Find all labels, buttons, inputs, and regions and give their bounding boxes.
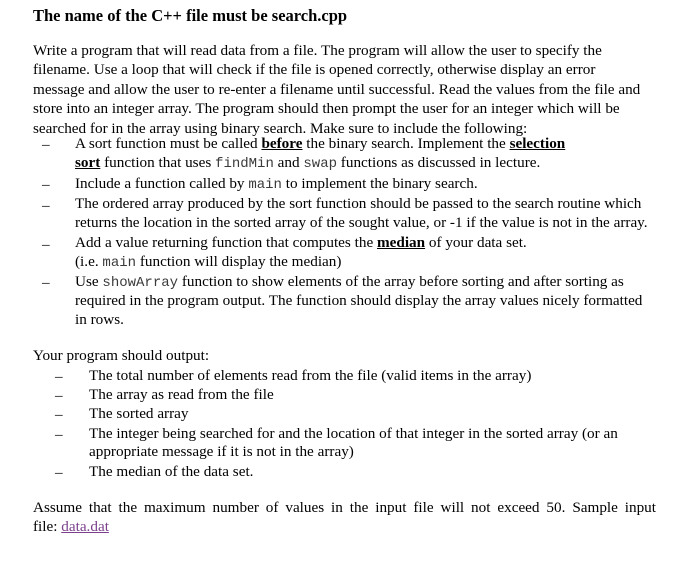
text: function that uses (100, 154, 216, 171)
emphasis-selection: selection (509, 135, 566, 152)
output-item: The sorted array (89, 405, 189, 422)
text: of your data set. (425, 234, 527, 251)
document-heading: The name of the C++ file must be search.cpp (33, 6, 348, 25)
output-item: The total number of elements read from the file (valid items in the array) (89, 367, 532, 384)
list-dash: – (55, 406, 63, 423)
emphasis-before: before (261, 135, 303, 152)
text: Use (75, 273, 103, 290)
code-main: main (248, 177, 282, 193)
output-item: The array as read from the file (89, 386, 274, 403)
requirement-item-median-cont (75, 252, 341, 273)
intro-line: store into an integer array. The program should then prompt the user for an integer which will be (33, 100, 620, 118)
text: in rows. (75, 311, 124, 328)
requirement-item-showarray-cont (75, 291, 642, 310)
requirement-item-binary-search (75, 174, 478, 195)
requirement-item-ordered-array (75, 194, 641, 213)
data-file-link[interactable]: data.dat (61, 518, 109, 536)
text: function to show elements of the array before sorting and after sorting as (178, 273, 624, 290)
intro-line: filename. Use a loop that will check if the file is opened correctly, otherwise display an error (33, 61, 596, 79)
requirement-item-sort-cont (75, 153, 540, 174)
list-dash: – (42, 274, 50, 291)
output-section-title: Your program should output: (33, 347, 210, 364)
text: A sort function must be called (75, 135, 262, 152)
output-item: The median of the data set. (89, 463, 254, 480)
text: file: (33, 518, 62, 536)
text: and (273, 154, 304, 171)
requirement-item-showarray-cont (75, 310, 124, 329)
emphasis-sort: sort (75, 154, 101, 171)
list-dash: – (55, 368, 63, 385)
code-findmin: findMin (215, 156, 274, 172)
text: The ordered array produced by the sort function should be passed to the search routine which (75, 195, 642, 212)
requirement-item-median (75, 233, 527, 252)
output-item: The integer being searched for and the location of that integer in the sorted array (or an (89, 425, 618, 442)
text: function will display the median) (136, 253, 342, 270)
intro-line: message and allow the user to re-enter a filename until successful. Read the values from the file and (33, 80, 641, 98)
code-showarray: showArray (102, 275, 179, 291)
list-dash: – (55, 387, 63, 404)
list-dash: – (42, 197, 50, 214)
list-dash: – (42, 176, 50, 193)
list-dash: – (55, 464, 63, 481)
closing-line-2 (33, 517, 656, 536)
intro-line: Write a program that will read data from a file. The program will allow the user to specify the (33, 42, 602, 59)
text: to implement the binary search. (281, 175, 478, 192)
list-dash: – (42, 236, 50, 253)
text: the binary search. Implement the (302, 135, 510, 152)
closing-paragraph (33, 498, 656, 537)
code-swap: swap (303, 156, 337, 172)
intro-line: searched for in the array using binary search. Make sure to include the following: (33, 119, 528, 137)
requirement-item-ordered-array-cont (75, 213, 648, 232)
requirement-item-sort (75, 134, 565, 153)
text: Add a value returning function that computes the (75, 234, 377, 251)
output-item-cont: appropriate message if it is not in the array) (89, 443, 354, 460)
text: functions as discussed in lecture. (337, 154, 541, 171)
text: required in the program output. The function should display the array values nicely formatted (75, 292, 643, 309)
text: (i.e. (75, 253, 103, 270)
intro-paragraph (33, 41, 683, 138)
emphasis-median: median (376, 234, 426, 251)
list-dash: – (55, 426, 63, 443)
closing-line: Assume that the maximum number of values in the input file will not exceed 50. Sample input (33, 499, 656, 516)
text: returns the location in the sorted array of the sought value, or -1 if the value is not in the array. (75, 214, 648, 231)
text: Include a function called by (75, 175, 249, 192)
list-dash: – (42, 136, 50, 153)
code-main: main (102, 255, 137, 271)
